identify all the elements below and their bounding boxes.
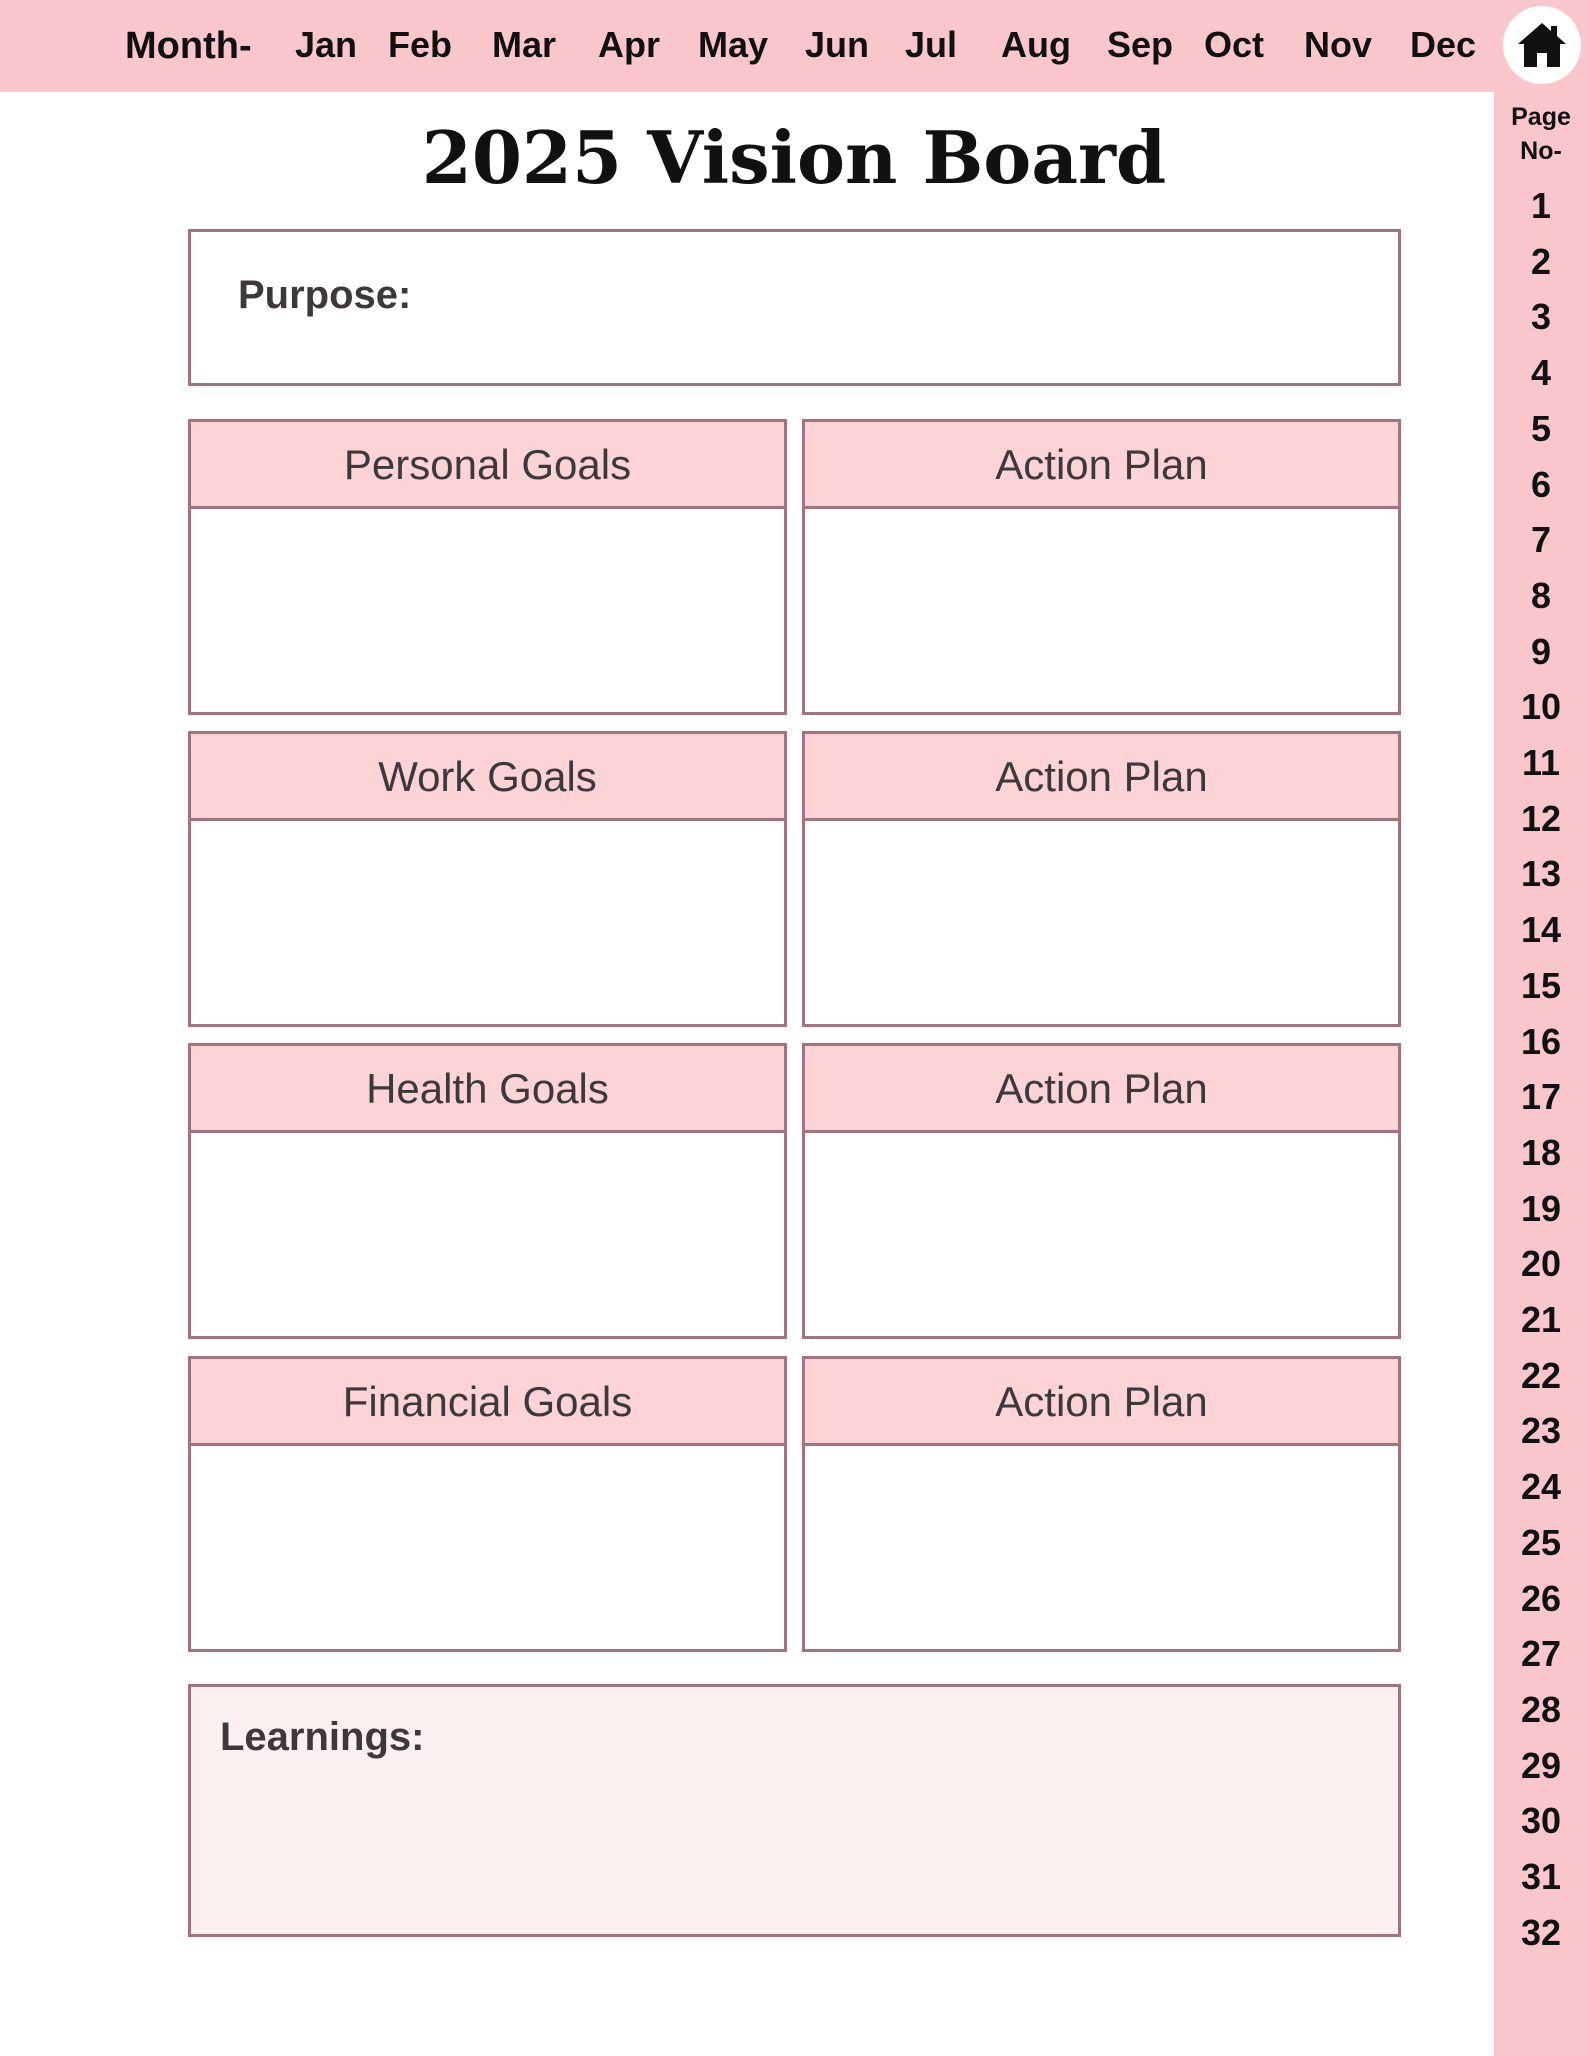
personal-action-plan-input[interactable] <box>805 509 1398 712</box>
month-tab-mar[interactable]: Mar <box>491 24 557 65</box>
personal-action-plan-header: Action Plan <box>805 422 1398 509</box>
purpose-label: Purpose: <box>238 273 412 317</box>
page-tab-21[interactable]: 21 <box>1520 1299 1562 1340</box>
page-tab-15[interactable]: 15 <box>1520 964 1562 1006</box>
page-tab-29[interactable]: 29 <box>1520 1744 1562 1786</box>
work-action-plan-header: Action Plan <box>805 734 1398 821</box>
learnings-label: Learnings: <box>220 1715 425 1759</box>
page-tab-16[interactable]: 16 <box>1520 1020 1562 1062</box>
page-tab-18[interactable]: 18 <box>1520 1131 1562 1173</box>
health-action-plan-header: Action Plan <box>805 1046 1398 1133</box>
page-tab-10[interactable]: 10 <box>1520 686 1562 728</box>
page-tab-25[interactable]: 25 <box>1520 1521 1562 1563</box>
personal-goals-input[interactable] <box>191 509 784 712</box>
page-tab-20[interactable]: 20 <box>1520 1243 1562 1285</box>
purpose-box[interactable] <box>188 229 1401 386</box>
page-number-label: Page No- <box>1511 103 1571 165</box>
health-goals-box <box>188 1043 787 1339</box>
work-action-plan-input[interactable] <box>805 821 1398 1024</box>
page-tab-5[interactable]: 5 <box>1530 407 1552 449</box>
page-title: 2025 Vision Board <box>421 115 1167 200</box>
financial-goals-input[interactable] <box>191 1446 784 1649</box>
page-tab-3[interactable]: 3 <box>1530 296 1552 338</box>
page-tab-31[interactable]: 31 <box>1520 1856 1562 1897</box>
page-tab-2[interactable]: 2 <box>1530 240 1552 282</box>
page-tab-22[interactable]: 22 <box>1520 1354 1562 1396</box>
page-tab-32[interactable]: 32 <box>1520 1911 1562 1953</box>
month-tab-jul[interactable]: Jul <box>904 24 958 65</box>
month-tab-oct[interactable]: Oct <box>1203 24 1265 65</box>
financial-action-plan-header: Action Plan <box>805 1359 1398 1446</box>
financial-goals-header: Financial Goals <box>191 1359 784 1446</box>
work-goals-box <box>188 731 787 1027</box>
page-tab-8[interactable]: 8 <box>1530 574 1552 616</box>
page-tab-28[interactable]: 28 <box>1520 1688 1562 1730</box>
page-tab-14[interactable]: 14 <box>1520 909 1562 951</box>
page-tab-11[interactable]: 11 <box>1521 742 1561 783</box>
page-tab-12[interactable]: 12 <box>1520 797 1562 839</box>
financial-goals-box <box>188 1356 787 1652</box>
work-goals-input[interactable] <box>191 821 784 1024</box>
page-tab-9[interactable]: 9 <box>1530 630 1552 672</box>
health-goals-input[interactable] <box>191 1133 784 1336</box>
work-action-plan-box <box>802 731 1401 1027</box>
month-tab-dec[interactable]: Dec <box>1409 24 1477 65</box>
page-tab-23[interactable]: 23 <box>1520 1410 1562 1452</box>
month-nav-label: Month- <box>125 25 252 67</box>
month-tab-apr[interactable]: Apr <box>598 24 660 65</box>
personal-action-plan-box <box>802 419 1401 715</box>
page-tab-30[interactable]: 30 <box>1520 1800 1562 1842</box>
month-tab-jan[interactable]: Jan <box>294 24 358 65</box>
page-tab-26[interactable]: 26 <box>1520 1577 1562 1619</box>
page-tab-19[interactable]: 19 <box>1520 1187 1562 1229</box>
month-tab-sep[interactable]: Sep <box>1106 24 1174 65</box>
home-button[interactable] <box>1503 6 1581 84</box>
health-action-plan-input[interactable] <box>805 1133 1398 1336</box>
page-tab-27[interactable]: 27 <box>1520 1633 1562 1675</box>
financial-action-plan-box <box>802 1356 1401 1652</box>
financial-action-plan-input[interactable] <box>805 1446 1398 1649</box>
page-tab-6[interactable]: 6 <box>1530 463 1552 505</box>
month-tab-feb[interactable]: Feb <box>387 24 453 65</box>
page-tab-17[interactable]: 17 <box>1520 1076 1562 1118</box>
month-tab-nov[interactable]: Nov <box>1303 24 1373 65</box>
page-sidebar <box>1494 92 1588 2056</box>
page-tab-1[interactable]: 1 <box>1530 185 1552 226</box>
month-nav-bar <box>0 0 1588 92</box>
month-tab-may[interactable]: May <box>697 24 769 65</box>
home-icon <box>1516 20 1568 70</box>
work-goals-header: Work Goals <box>191 734 784 821</box>
health-action-plan-box <box>802 1043 1401 1339</box>
month-tab-jun[interactable]: Jun <box>804 24 870 65</box>
page-tab-13[interactable]: 13 <box>1520 853 1562 895</box>
page-tab-4[interactable]: 4 <box>1530 352 1552 394</box>
personal-goals-box <box>188 419 787 715</box>
health-goals-header: Health Goals <box>191 1046 784 1133</box>
personal-goals-header: Personal Goals <box>191 422 784 509</box>
page-tab-7[interactable]: 7 <box>1530 519 1552 561</box>
page-tab-24[interactable]: 24 <box>1520 1466 1562 1508</box>
learnings-box[interactable] <box>188 1684 1401 1937</box>
month-tab-aug[interactable]: Aug <box>1001 24 1071 65</box>
